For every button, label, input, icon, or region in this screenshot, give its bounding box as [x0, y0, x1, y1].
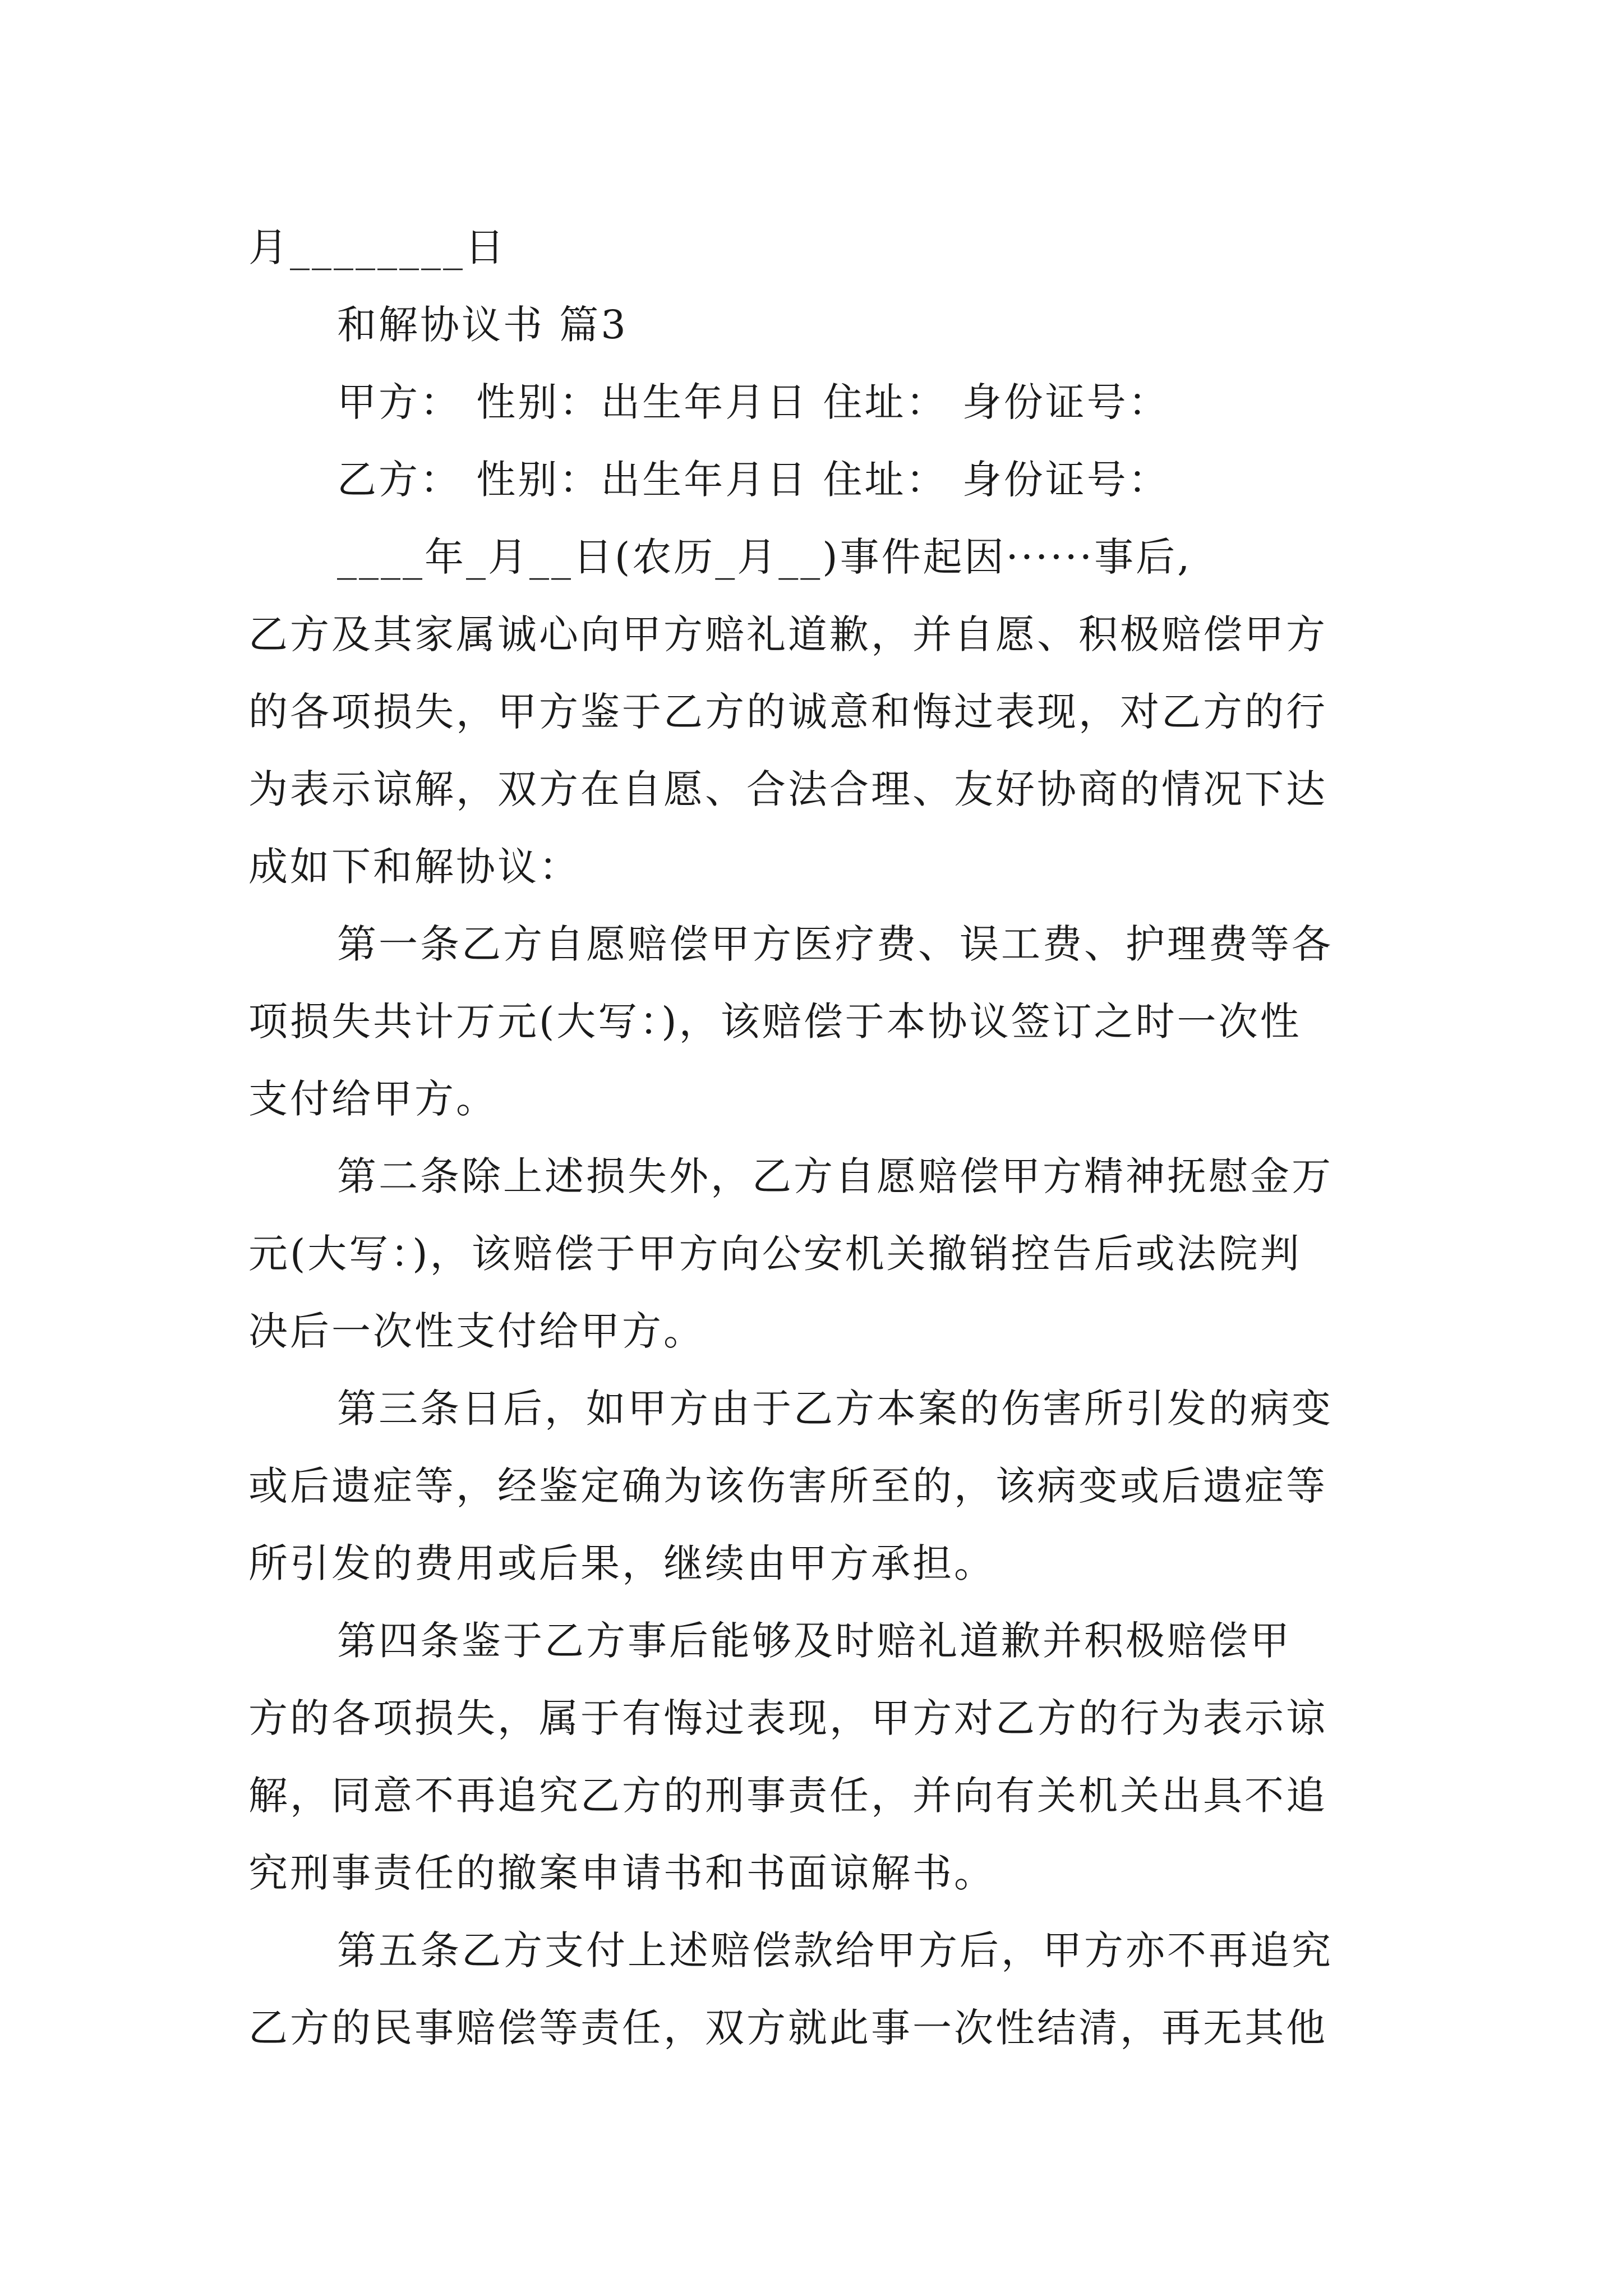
party-a-line [248, 364, 1393, 441]
article-5-line-2: 乙方的民事赔偿等责任，双方就此事一次性结清，再无其他 [248, 2005, 1327, 2051]
article-2-line-3: 决后一次性支付给甲方。 [248, 1308, 705, 1354]
article-1-line-2: 项损失共计万元(大写：)，该赔偿于本协议签订之时一次性 [248, 999, 1302, 1045]
article-2-line-2: 元(大写：)，该赔偿于甲方向公安机关撤销控告后或法院判 [248, 1231, 1302, 1277]
article-5-paragraph [248, 1912, 1393, 2067]
article-1-line-1: 第一条乙方自愿赔偿甲方医疗费、误工费、护理费等各 [337, 921, 1333, 967]
article-3-line-3: 所引发的费用或后果，继续由甲方承担。 [248, 1540, 995, 1586]
article-1-paragraph [248, 905, 1393, 1138]
article-4-line-1: 第四条鉴于乙方事后能够及时赔礼道歉并积极赔偿甲 [337, 1618, 1292, 1664]
party-a-text: 甲方： 性别：出生年月日 住址： 身份证号： [337, 379, 1170, 425]
intro-paragraph [248, 518, 1393, 905]
article-5-line-1: 第五条乙方支付上述赔偿款给甲方后，甲方亦不再追究 [337, 1927, 1333, 1973]
article-4-paragraph [248, 1602, 1393, 1912]
section-heading [248, 286, 1393, 364]
article-4-line-2: 方的各项损失，属于有悔过表现，甲方对乙方的行为表示谅 [248, 1695, 1327, 1741]
intro-line-1: ____年_月__日(农历_月__)事件起因······事后, [337, 534, 1192, 580]
article-2-paragraph [248, 1138, 1393, 1370]
date-line [248, 209, 1393, 286]
intro-line-2: 乙方及其家属诚心向甲方赔礼道歉，并自愿、积极赔偿甲方 [248, 611, 1327, 657]
party-b-line [248, 441, 1393, 518]
article-4-line-3: 解，同意不再追究乙方的刑事责任，并向有关机关出具不追 [248, 1773, 1327, 1819]
party-b-text: 乙方： 性别：出生年月日 住址： 身份证号： [337, 457, 1170, 503]
article-4-line-4: 究刑事责任的撤案申请书和书面谅解书。 [248, 1850, 995, 1896]
article-3-line-1: 第三条日后，如甲方由于乙方本案的伤害所引发的病变 [337, 1386, 1333, 1432]
article-3-line-2: 或后遗症等，经鉴定确为该伤害所至的，该病变或后遗症等 [248, 1463, 1327, 1509]
intro-line-5: 成如下和解协议： [248, 844, 580, 890]
article-3-paragraph [248, 1370, 1393, 1602]
article-2-line-1: 第二条除上述损失外，乙方自愿赔偿甲方精神抚慰金万 [337, 1153, 1333, 1199]
date-tail-text: 月________日 [248, 224, 506, 270]
article-1-line-3: 支付给甲方。 [248, 1076, 497, 1122]
intro-line-3: 的各项损失，甲方鉴于乙方的诚意和悔过表现，对乙方的行 [248, 689, 1327, 735]
document-body [248, 209, 1393, 2067]
intro-line-4: 为表示谅解，双方在自愿、合法合理、友好协商的情况下达 [248, 766, 1327, 812]
heading-text: 和解协议书 篇3 [337, 302, 628, 348]
